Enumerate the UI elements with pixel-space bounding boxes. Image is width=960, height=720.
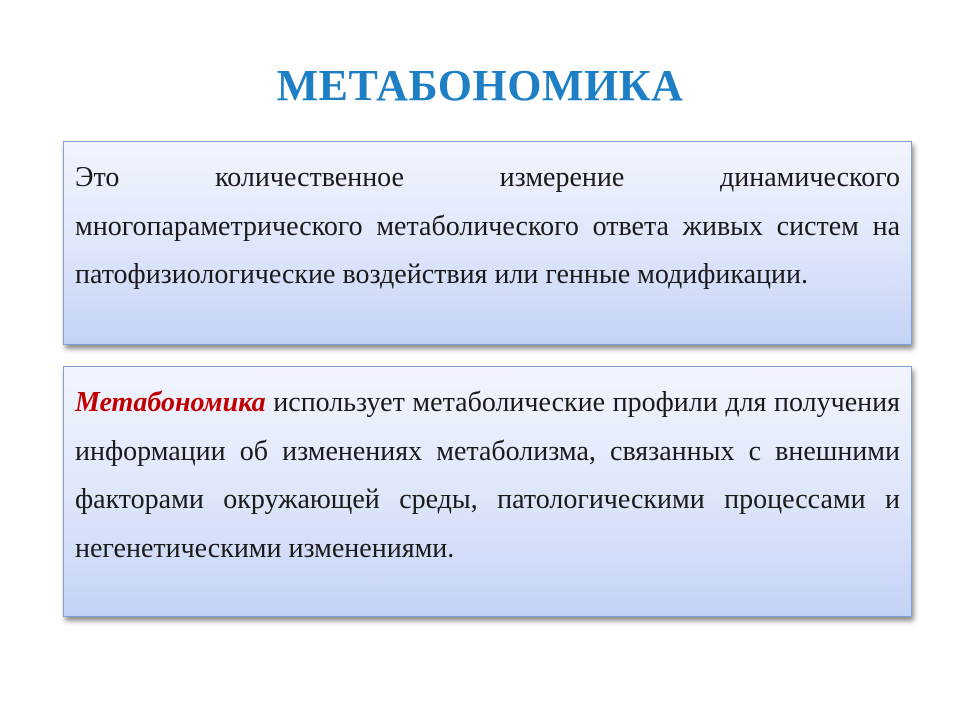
definition-text: Это количественное измерение динамического многопараметрического метаболического ответа живых систем на патофизиологические воздействия или генные модификации. — [75, 162, 900, 290]
usage-highlight-term: Метабономика — [75, 387, 266, 418]
usage-box — [63, 366, 912, 617]
usage-paragraph — [75, 379, 900, 573]
slide-title: МЕТАБОНОМИКА — [276, 61, 684, 110]
usage-text: использует метаболические профили для получения информации об изменениях метаболизма, связанных с внешними факторами окружающей среды, патологическими процессами и негенетическими изменениями. — [75, 387, 900, 564]
definition-box — [63, 141, 912, 345]
